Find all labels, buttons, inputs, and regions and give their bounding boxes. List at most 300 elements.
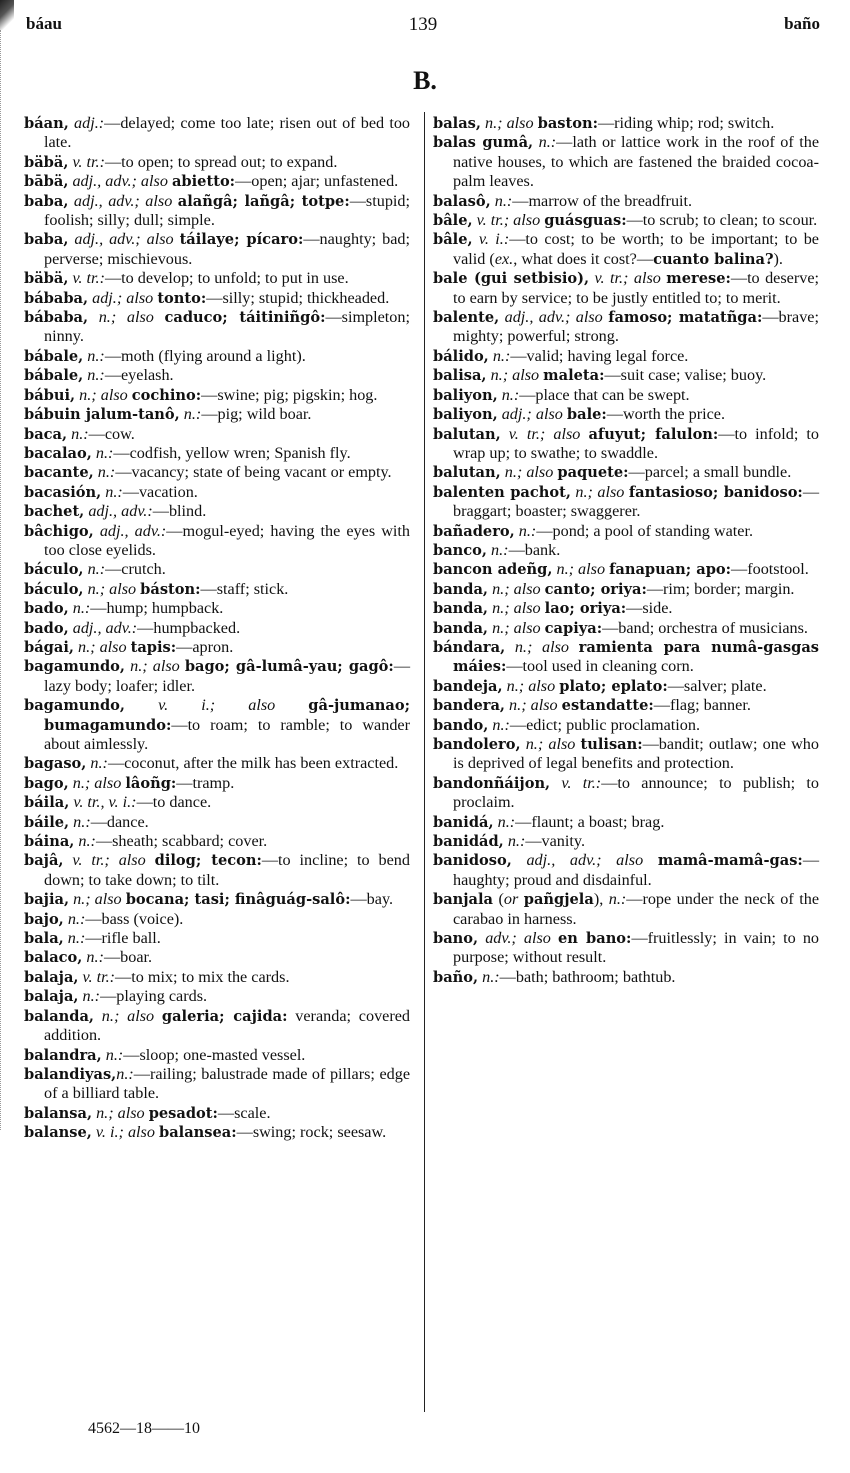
grammar-label: n.: <box>83 560 106 579</box>
printer-signature-mark: 4562—18——10 <box>88 1420 200 1437</box>
definition-text: —stupid; foolish; silly; dull; simple. <box>44 191 410 230</box>
headword: famoso; matatñga: <box>608 309 763 327</box>
definition-text: —dance. <box>90 812 149 831</box>
headword: baba, <box>24 192 69 210</box>
grammar-label: n.: <box>488 346 511 365</box>
headword: bâchigo, <box>24 522 94 540</box>
headword: alañgâ; lañgâ; totpe: <box>177 192 350 210</box>
guide-word-last: baño <box>784 14 820 33</box>
grammar-label: v. tr., v. i.: <box>69 793 137 812</box>
grammar-label: n.: <box>63 929 86 948</box>
dictionary-entry <box>24 1065 410 1104</box>
definition-text: —to scrub; to clean; to scour. <box>626 211 818 230</box>
right-column <box>433 114 819 987</box>
dictionary-entry <box>433 560 819 579</box>
headword: bano, <box>433 930 479 948</box>
definition-text: —flag; banner. <box>653 696 751 715</box>
dictionary-entry <box>24 657 410 696</box>
definition-text: —footstool. <box>731 560 809 579</box>
dictionary-entry <box>24 1046 410 1065</box>
dictionary-entry <box>24 832 410 851</box>
definition-text: —tool used in cleaning corn. <box>506 657 694 676</box>
definition-text: —playing cards. <box>100 987 208 1006</box>
headword: balaja, <box>24 988 79 1006</box>
headword: bago; gâ-lumâ-yau; gagô: <box>184 658 394 676</box>
dictionary-entry <box>24 444 410 463</box>
grammar-label: v. tr.; also <box>63 851 155 870</box>
dictionary-entry <box>433 192 819 211</box>
headword: merese: <box>666 270 731 288</box>
headword: bábuin jalum-tanô, <box>24 406 180 424</box>
headword: bacalao, <box>24 444 92 462</box>
dictionary-entry <box>433 580 819 599</box>
headword: bachet, <box>24 503 85 521</box>
grammar-label: n.: <box>497 385 520 404</box>
definition-text: ), <box>593 890 609 909</box>
dictionary-entry <box>433 230 819 269</box>
definition-text: —humpbacked. <box>137 618 241 637</box>
dictionary-entry <box>24 308 410 347</box>
headword: plato; eplato: <box>559 677 668 695</box>
headword: balandra, <box>24 1046 102 1064</box>
grammar-label: n.: <box>78 987 101 1006</box>
headword: banidád, <box>433 833 504 851</box>
headword: báina, <box>24 833 75 851</box>
headword: capiya: <box>544 619 603 637</box>
headword: en bano: <box>558 930 632 948</box>
definition-text: , what does it cost?— <box>513 249 654 268</box>
definition-text: veranda; covered addition. <box>44 1006 411 1045</box>
dictionary-entry <box>24 405 410 424</box>
left-column <box>24 114 410 1143</box>
grammar-label: v. tr.; also <box>500 424 589 443</box>
dictionary-entry <box>24 813 410 832</box>
dictionary-entry <box>433 696 819 715</box>
definition-text: —lazy body; loafer; idler. <box>44 657 410 695</box>
dictionary-entry <box>24 793 410 812</box>
dictionary-entry <box>24 522 410 561</box>
grammar-label: v. tr.: <box>78 967 116 986</box>
headword: mamâ-mamâ-gas: <box>657 852 803 870</box>
headword: balandiyas, <box>24 1065 117 1083</box>
grammar-label: v. tr.: <box>68 269 105 288</box>
headword: pañgjela <box>523 891 594 909</box>
headword: bäbä, <box>24 270 69 288</box>
headword: bajâ, <box>24 852 64 870</box>
grammar-label: n.; also <box>92 1103 149 1122</box>
definition-text: —to roam; to ramble; to wander about aimlessly. <box>44 715 410 753</box>
grammar-label: n.: <box>116 1064 134 1083</box>
definition-text: —braggart; boaster; swaggerer. <box>453 482 820 521</box>
running-head <box>26 14 820 38</box>
grammar-label: n.; also <box>505 696 562 715</box>
headword: fanapuan; apo: <box>609 561 732 579</box>
grammar-label: adj., adv.; also <box>68 172 172 191</box>
dictionary-entry <box>433 425 819 464</box>
grammar-label: n.; also <box>488 579 545 598</box>
definition-text: —to incline; to bend down; to take down; to tilt. <box>44 851 410 889</box>
grammar-label: adv.; also <box>478 929 558 948</box>
headword: baliyon, <box>433 406 498 424</box>
grammar-label: n.; also <box>520 735 581 753</box>
grammar-label: n.; also <box>75 385 132 404</box>
dictionary-entry <box>24 289 410 308</box>
dictionary-entry <box>433 483 819 522</box>
grammar-label: n.: <box>63 909 86 928</box>
headword: bábaba, <box>24 289 89 307</box>
dictionary-entry <box>24 347 410 366</box>
dictionary-entry <box>24 425 410 444</box>
headword: banidá, <box>433 813 494 831</box>
headword: bálido, <box>433 347 489 365</box>
definition-text: —eyelash. <box>104 366 174 385</box>
headword: bagaso, <box>24 755 87 773</box>
headword: bandeja, <box>433 677 503 695</box>
headword: bäbä, <box>24 153 69 171</box>
definition-text: —to develop; to unfold; to put in use. <box>104 269 349 288</box>
grammar-label: n.: <box>514 521 537 540</box>
grammar-label: n.: <box>69 812 91 831</box>
dictionary-entry <box>433 366 819 385</box>
dictionary-entry <box>433 735 819 774</box>
headword: balanda, <box>24 1007 95 1025</box>
definition-text: —place that can be swept. <box>519 385 690 404</box>
dictionary-entry <box>24 580 410 599</box>
dictionary-entry <box>24 619 410 638</box>
grammar-label: n.; also <box>94 1006 162 1025</box>
dictionary-entry <box>433 813 819 832</box>
definition-text: —vanity. <box>525 832 585 851</box>
headword: báston: <box>140 580 201 598</box>
definition-text: —cow. <box>88 424 135 443</box>
dictionary-entry <box>24 502 410 521</box>
definition-text: —rim; border; margin. <box>646 579 795 598</box>
headword: bagamundo, <box>24 697 126 715</box>
headword: balenten pachot, <box>433 483 571 501</box>
grammar-label: adj.; also <box>88 288 158 307</box>
definition-text: —mogul-eyed; having the eyes with too close eyelids. <box>44 521 410 559</box>
grammar-label: n.; also <box>73 637 131 656</box>
dictionary-entry <box>24 910 410 929</box>
definition-text: —edict; public proclamation. <box>509 715 701 734</box>
definition-text: —worth the price. <box>606 405 726 424</box>
grammar-label: n.: <box>101 1045 124 1064</box>
definition-text: —open; ajar; unfastened. <box>235 172 399 191</box>
definition-text: —scale. <box>217 1103 271 1122</box>
grammar-label: n.: <box>533 133 557 152</box>
grammar-label: n.: <box>608 890 627 909</box>
headword: bocana; tasi; finâguág-salô: <box>125 891 351 909</box>
headword: tonto: <box>157 289 207 307</box>
grammar-label: n.; also <box>505 637 579 656</box>
definition-text: —side. <box>626 599 673 618</box>
definition-text: —to mix; to mix the cards. <box>115 967 290 986</box>
grammar-label: n.; also <box>488 618 545 637</box>
dictionary-entry <box>433 541 819 560</box>
grammar-label: n.: <box>67 424 89 443</box>
grammar-label: n.; also <box>570 482 629 501</box>
grammar-label: adj., adv.: <box>84 502 153 521</box>
definition-text: —bay. <box>350 890 394 909</box>
headword: baño, <box>433 968 479 986</box>
dictionary-entry <box>433 522 819 541</box>
grammar-label: v. tr.; also <box>472 211 545 230</box>
dictionary-entry <box>24 1104 410 1123</box>
headword: baliyon, <box>433 386 498 404</box>
dictionary-entry <box>24 230 410 269</box>
dictionary-entry <box>24 890 410 909</box>
headword: bágai, <box>24 638 74 656</box>
column-divider <box>424 112 425 1412</box>
definition-text: —riding whip; rod; switch. <box>597 114 775 132</box>
page-edge <box>0 30 3 1130</box>
headword: báile, <box>24 813 70 831</box>
definition-text: —to dance. <box>136 793 212 812</box>
definition-text: —rifle ball. <box>85 929 161 948</box>
dictionary-entry <box>24 948 410 967</box>
headword: estandatte: <box>561 697 654 715</box>
headword: bábaba, <box>24 309 89 327</box>
dictionary-entry <box>433 638 819 677</box>
definition-text: —pig; wild boar. <box>201 405 312 424</box>
headword: balaco, <box>24 949 83 967</box>
grammar-label: n.; also <box>488 599 545 618</box>
grammar-label: n.; also <box>125 657 185 676</box>
grammar-label: n.: <box>68 599 91 618</box>
headword: guásguas: <box>544 212 627 230</box>
definition-text: —sheath; scabbard; cover. <box>95 832 268 851</box>
dictionary-entry <box>433 211 819 230</box>
definition-text: —staff; stick. <box>200 579 289 598</box>
definition-text: —band; orchestra of musicians. <box>602 618 808 637</box>
headword: lâoñg: <box>125 774 177 792</box>
definition-text: —hump; humpback. <box>90 599 224 618</box>
headword: bábale, <box>24 367 84 385</box>
grammar-label: ex. <box>494 249 514 268</box>
headword: bala, <box>24 930 64 948</box>
definition-text: —parcel; a small bundle. <box>628 463 792 482</box>
grammar-label: n.: <box>74 832 96 851</box>
grammar-label: n.; also <box>486 366 544 385</box>
headword: bando, <box>433 716 489 734</box>
definition-text: —silly; stupid; thickheaded. <box>206 288 390 307</box>
headword: báan, <box>24 115 69 132</box>
grammar-label: v. i.; also <box>91 1123 159 1142</box>
headword: cuanto balina? <box>653 250 774 268</box>
headword: banidoso, <box>433 852 512 870</box>
dictionary-entry <box>433 968 819 987</box>
definition-text: —suit case; valise; buoy. <box>604 366 767 385</box>
headword: báila, <box>24 794 70 812</box>
grammar-label: n.: <box>83 366 105 385</box>
dictionary-entry <box>433 114 819 133</box>
dictionary-entry <box>24 153 410 172</box>
headword: banda, <box>433 600 489 618</box>
definition-text: —lath or lattice work in the roof of the native houses, to which are fastened the braided cocoa-palm leaves. <box>453 133 820 191</box>
headword: tapis: <box>130 638 177 656</box>
headword: canto; oriya: <box>544 580 647 598</box>
dictionary-entry <box>24 192 410 231</box>
definition-text: —simpleton; ninny. <box>44 308 410 346</box>
headword: bandolero, <box>433 736 521 753</box>
dictionary-entry <box>433 463 819 482</box>
definition-text: —coconut, after the milk has been extracted. <box>107 754 399 773</box>
definition-text: —tramp. <box>176 773 235 792</box>
dictionary-entry <box>433 929 819 968</box>
definition-text: —to deserve; to earn by service; to be justly entitled to; to merit. <box>453 269 820 307</box>
dictionary-entry <box>433 386 819 405</box>
grammar-label: n.; also <box>69 890 126 909</box>
headword: afuyut; falulon: <box>588 425 719 443</box>
dictionary-entry <box>24 483 410 502</box>
headword: balutan, <box>433 425 501 443</box>
page-corner-shadow <box>0 0 14 30</box>
headword: bale (gui setbisio), <box>433 270 590 288</box>
definition-text: ). <box>773 249 783 268</box>
definition-text: —vacation. <box>122 482 198 501</box>
headword: táilaye; pícaro: <box>179 231 304 249</box>
headword: paquete: <box>557 464 629 482</box>
dictionary-entry <box>24 366 410 385</box>
grammar-label: adj., adv.; also <box>511 851 658 870</box>
headword: bado, <box>24 619 69 637</box>
grammar-label: v. tr.: <box>550 773 602 792</box>
grammar-label: adj., adv.; also <box>68 230 180 249</box>
headword: tulisan: <box>580 736 643 753</box>
headword: bandera, <box>433 697 505 715</box>
grammar-label: n.: <box>490 191 513 210</box>
definition-text: —crutch. <box>105 560 166 579</box>
grammar-label: n.; also <box>480 114 538 132</box>
definition-text: —apron. <box>176 637 234 656</box>
grammar-label: n.: <box>101 482 123 501</box>
grammar-label: v. i.: <box>472 230 510 249</box>
headword: baca, <box>24 425 68 443</box>
dictionary-entry <box>433 716 819 735</box>
dictionary-entry <box>433 832 819 851</box>
headword: balansea: <box>159 1124 237 1142</box>
headword: galeria; cajida: <box>161 1007 288 1025</box>
dictionary-entry <box>433 347 819 366</box>
definition-text: —sloop; one-masted vessel. <box>123 1045 306 1064</box>
headword: caduco; táitiniñgô: <box>164 309 326 327</box>
headword: balansa, <box>24 1104 93 1122</box>
grammar-label: v. tr.: <box>68 152 105 171</box>
grammar-label: n.: <box>93 463 116 482</box>
headword: balanse, <box>24 1124 92 1142</box>
headword: banda, <box>433 580 489 598</box>
headword: bañadero, <box>433 522 515 540</box>
headword: bagamundo, <box>24 658 126 676</box>
headword: bâle, <box>433 231 473 249</box>
headword: lao; oriya: <box>544 600 627 618</box>
headword: bago, <box>24 774 69 792</box>
dictionary-entry <box>24 754 410 773</box>
grammar-label: n.: <box>503 832 526 851</box>
dictionary-entry <box>433 677 819 696</box>
dictionary-entry <box>24 987 410 1006</box>
headword: bābä, <box>24 173 69 191</box>
page-number: 139 <box>408 14 438 35</box>
definition-text: —bass (voice). <box>85 909 184 928</box>
headword: cochino: <box>131 386 202 404</box>
definition-text: —moth (flying around a light). <box>104 346 306 365</box>
headword: abietto: <box>171 173 236 191</box>
grammar-label: adj., adv.: <box>68 618 138 637</box>
headword: dilog; tecon: <box>154 852 262 870</box>
headword: balaja, <box>24 968 79 986</box>
definition-text: —boar. <box>103 948 153 967</box>
grammar-label: n.: <box>488 715 510 734</box>
headword: bándara, <box>433 638 506 656</box>
headword: bacasión, <box>24 483 102 501</box>
definition-text: —flaunt; a boast; brag. <box>515 812 665 831</box>
dictionary-entry <box>24 114 410 153</box>
definition-text: —railing; balustrade made of pillars; edge of a billiard table. <box>44 1064 410 1103</box>
headword: baba, <box>24 231 69 249</box>
headword: balente, <box>433 309 500 327</box>
headword: pesadot: <box>148 1104 218 1122</box>
headword: bandonñáijon, <box>433 774 551 792</box>
grammar-label: n.: <box>493 812 516 831</box>
headword: banda, <box>433 619 489 637</box>
grammar-label: n.; also <box>552 560 610 579</box>
grammar-label: n.; also <box>500 463 558 482</box>
dictionary-entry <box>433 599 819 618</box>
grammar-label: adj., adv.; also <box>68 191 178 210</box>
dictionary-entry <box>24 1123 410 1142</box>
dictionary-entry <box>24 599 410 618</box>
definition-text: —bank. <box>508 540 561 559</box>
headword: banjala <box>433 891 494 909</box>
dictionary-entry <box>433 851 819 890</box>
section-letter: B. <box>413 66 437 95</box>
definition-text: ( <box>493 890 504 909</box>
dictionary-entry <box>24 1007 410 1046</box>
headword: báculo, <box>24 561 84 579</box>
dictionary-entry <box>24 269 410 288</box>
headword: bajia, <box>24 891 70 909</box>
definition-text: —valid; having legal force. <box>510 346 689 365</box>
headword: bancon adeñg, <box>433 561 553 579</box>
grammar-label: adj., adv.: <box>93 521 167 540</box>
headword: báculo, <box>24 580 84 598</box>
grammar-label: n.; also <box>502 676 560 695</box>
headword: balas, <box>433 115 481 132</box>
grammar-label: v. i.; also <box>125 696 309 715</box>
dictionary-entry <box>433 405 819 424</box>
dictionary-entry <box>24 386 410 405</box>
dictionary-entry <box>24 172 410 191</box>
headword: balas gumâ, <box>433 134 534 152</box>
headword: bacante, <box>24 464 94 482</box>
dictionary-entry <box>433 133 819 191</box>
definition-text: —swing; rock; seesaw. <box>236 1123 387 1142</box>
definition-text: —to cost; to be worth; to be important; to be valid ( <box>453 230 819 268</box>
dictionary-entry <box>433 890 819 929</box>
headword: ramienta para numâ-gasgas máies: <box>453 638 819 676</box>
definition-text: —marrow of the breadfruit. <box>512 191 693 210</box>
grammar-label: n.: <box>478 967 500 986</box>
dictionary-entry <box>24 929 410 948</box>
headword: balisa, <box>433 367 487 385</box>
definition-text: —swine; pig; pigskin; hog. <box>201 385 378 404</box>
definition-text: —to open; to spread out; to expand. <box>104 152 338 171</box>
grammar-label: n.; also <box>88 308 165 327</box>
definition-text: —fruitlessly; in vain; to no purpose; without result. <box>453 929 820 967</box>
grammar-label: or <box>503 890 524 909</box>
headword: bábui, <box>24 386 76 404</box>
